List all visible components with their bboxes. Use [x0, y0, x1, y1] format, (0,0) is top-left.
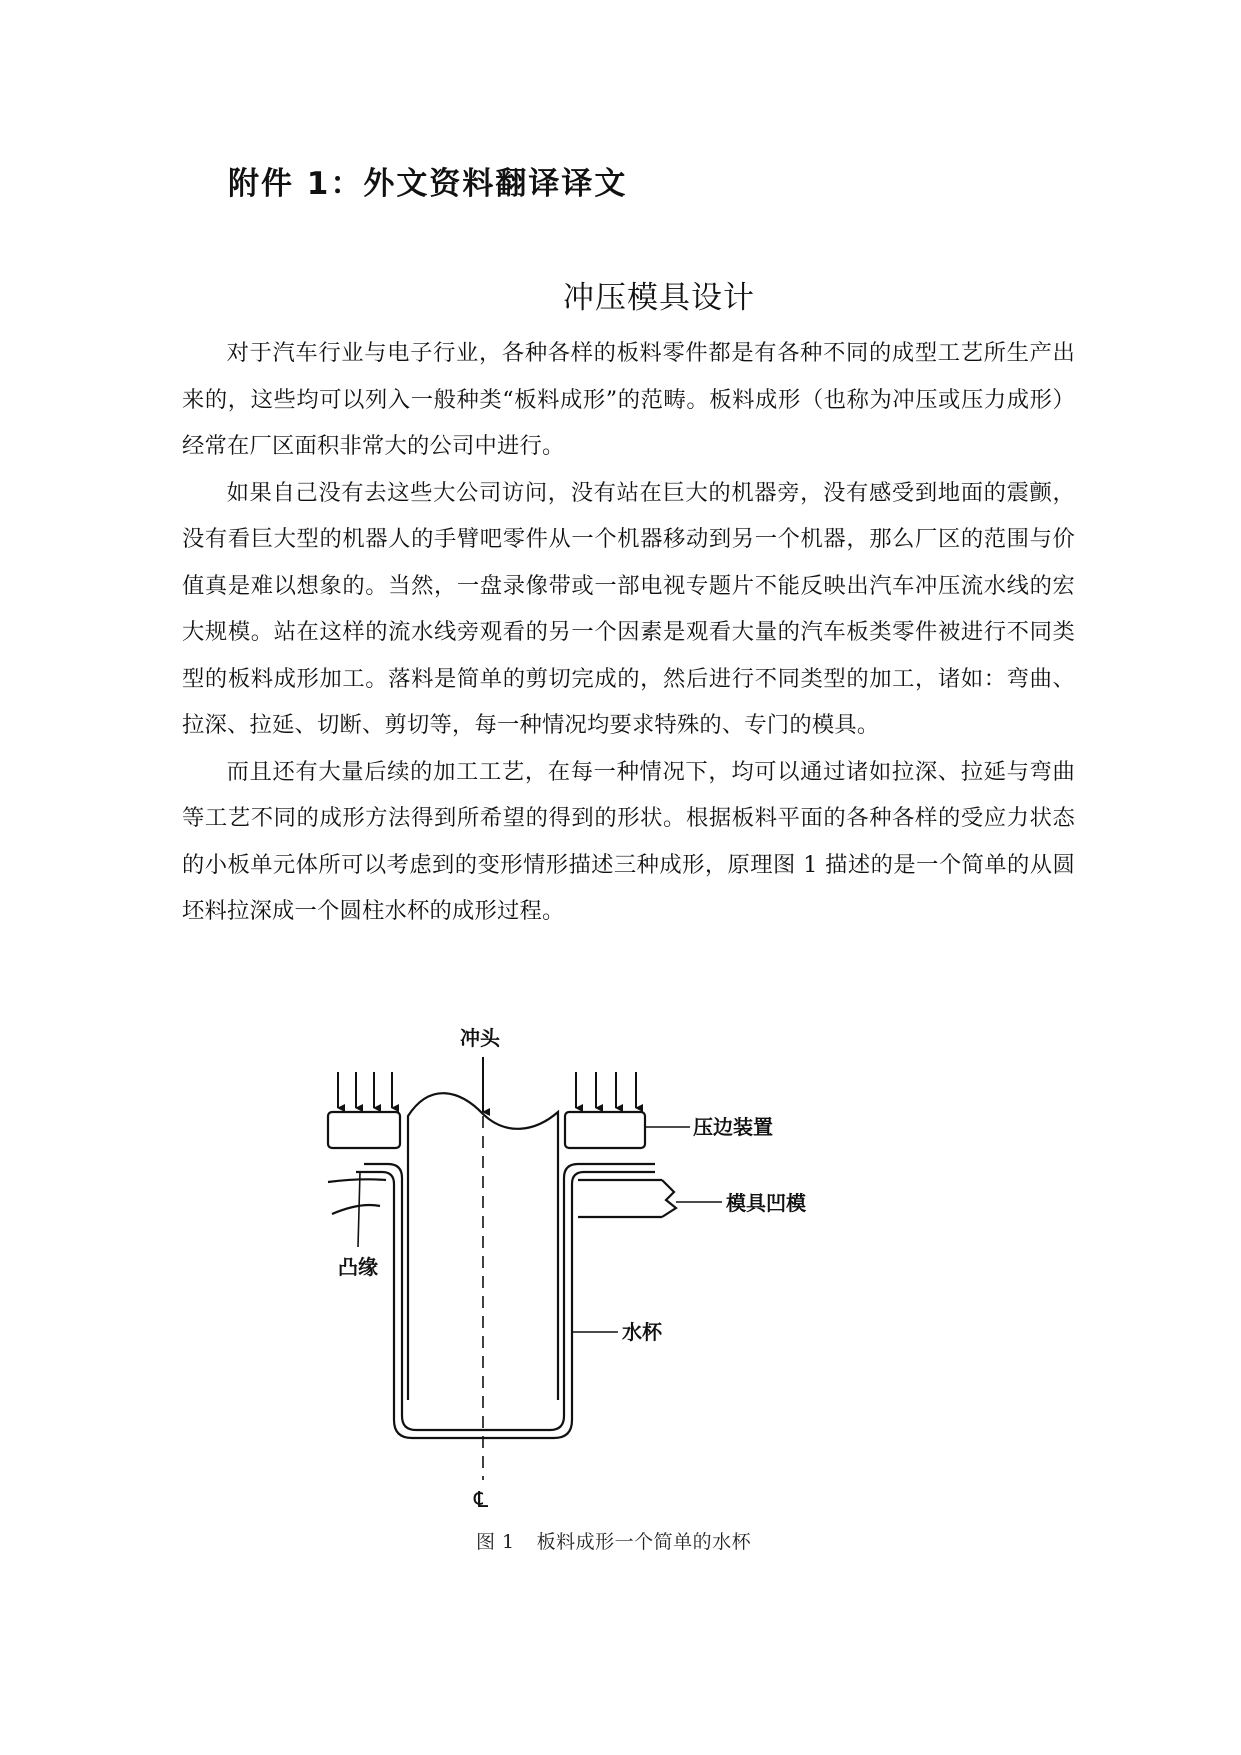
centerline-symbol: ℄: [474, 1488, 489, 1513]
paragraph: 而且还有大量后续的加工工艺，在每一种情况下，均可以通过诸如拉深、拉延与弯曲等工艺不同的成形方法得到所希望的得到的形状。根据板料平面的各种各样的受应力状态的小板单元体所可以考虑到的变形情形描述三种成形，原理图 1 描述的是一个简单的从圆坯料拉深成一个圆柱水杯的成形过程。: [182, 758, 1075, 924]
punch-label: 冲头: [460, 1026, 500, 1050]
right-force-arrows: [576, 1072, 636, 1108]
document-title: 冲压模具设计: [563, 280, 755, 316]
body-text: [182, 330, 1075, 935]
left-force-arrows: [338, 1072, 392, 1108]
leader-lines: [358, 1127, 722, 1332]
right-die: [578, 1180, 676, 1217]
figure-caption-text: 板料成形一个简单的水杯: [536, 1531, 752, 1553]
die-label: 模具凹模: [726, 1191, 806, 1215]
paragraph: 对于汽车行业与电子行业，各种各样的板料零件都是有各种不同的成型工艺所生产出来的，这些均可以列入一般种类“板料成形”的范畴。板料成形（也称为冲压或压力成形）经常在厂区面积非常大的公司中进行。: [182, 340, 1075, 459]
cup-label: 水杯: [622, 1320, 662, 1344]
flange-label: 凸缘: [338, 1255, 378, 1279]
left-die: [328, 1179, 386, 1214]
figure-caption: [476, 1527, 751, 1554]
attachment-heading: 附件 1：外文资料翻译译文: [228, 166, 628, 202]
deep-drawing-diagram: [338, 1012, 910, 1513]
diagram-svg: [338, 1012, 910, 1513]
paragraph: 如果自己没有去这些大公司访问，没有站在巨大的机器旁，没有感受到地面的震颤，没有看巨大型的机器人的手臂吧零件从一个机器移动到另一个机器，那么厂区的范围与价值真是难以想象的。当然，一盘录像带或一部电视专题片不能反映出汽车冲压流水线的宏大规模。站在这样的流水线旁观看的另一个因素是观看大量的汽车板类零件被进行不同类型的板料成形加工。落料是简单的剪切完成的，然后进行不同类型的加工，诸如：弯曲、拉深、拉延、切断、剪切等，每一种情况均要求特殊的、专门的模具。: [182, 479, 1075, 738]
left-blank-holder: [328, 1112, 400, 1148]
cup: [356, 1164, 655, 1438]
figure-number: 图 1: [476, 1531, 515, 1553]
right-blank-holder: [565, 1112, 645, 1148]
blank-holder-label: 压边装置: [693, 1115, 773, 1139]
